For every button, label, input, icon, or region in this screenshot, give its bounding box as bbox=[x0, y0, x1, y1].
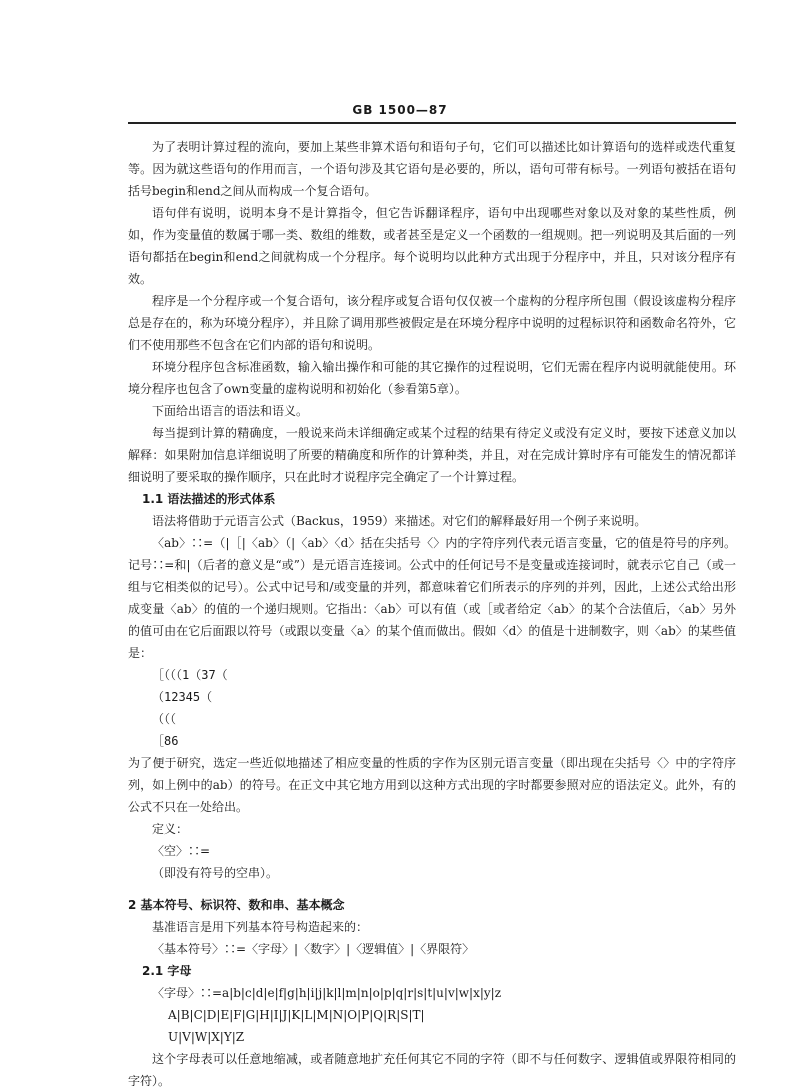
formula: 〈字母〉∷=a|b|c|d|e|f|g|h|i|j|k|l|m|n|o|p|q|r|s|t|u|v|w|x|y|z bbox=[152, 986, 502, 1000]
page-header: GB 1500—87 bbox=[352, 103, 448, 117]
paragraph: 为了表明计算过程的流向，要加上某些非算术语句和语句子句，它们可以描述比如计算语句的选样或迭代重复等。因为就这些语句的作用而言，一个语句涉及其它语句是必要的，所以，语句可带有标号。一列语句被括在语句括号begin和end之间从而构成一个复合语句。 bbox=[128, 140, 736, 198]
document-body bbox=[128, 136, 736, 1092]
definition-label: 定义： bbox=[152, 822, 189, 836]
paragraph: 基准语言是用下列基本符号构造起来的： bbox=[152, 920, 369, 934]
formula: A|B|C|D|E|F|G|H|I|J|K|L|M|N|O|P|Q|R|S|T| bbox=[168, 1008, 425, 1022]
definition-formula: 〈空〉∷= bbox=[152, 844, 211, 858]
example-line: （（（ bbox=[152, 712, 177, 726]
formula: U|V|W|X|Y|Z bbox=[168, 1030, 245, 1044]
definition-note: （即没有符号的空串）。 bbox=[152, 866, 279, 880]
paragraph: 语法将借助于元语言公式（Backus，1959）来描述。对它们的解释最好用一个例子来说明。 bbox=[152, 514, 647, 528]
header-rule bbox=[128, 122, 736, 124]
paragraph: 环境分程序包含标准函数，输入输出操作和可能的其它操作的过程说明，它们无需在程序内说明就能使用。环境分程序也包含了own变量的虚构说明和初始化（参看第5章）。 bbox=[128, 360, 736, 396]
section-heading: 1.1 语法描述的形式体系 bbox=[142, 492, 276, 506]
section-heading: 2 基本符号、标识符、数和串、基本概念 bbox=[128, 898, 345, 912]
paragraph: 下面给出语言的语法和语义。 bbox=[152, 404, 309, 418]
paragraph: 语句伴有说明，说明本身不是计算指令，但它告诉翻译程序，语句中出现哪些对象以及对象的某些性质，例如，作为变量值的数属于哪一类、数组的维数，或者甚至是定义一个函数的一组规则。把一列说明及其后面的一列语句都括在begin和end之间就构成一个分程序。每个说明均以此种方式出现于分程序中，并且，只对该分程序有效。 bbox=[128, 206, 736, 286]
paragraph: 这个字母表可以任意地缩减，或者随意地扩充任何其它不同的字符（即不与任何数字、逻辑值或界限符相同的字符）。 bbox=[128, 1052, 736, 1088]
paragraph: 程序是一个分程序或一个复合语句，该分程序或复合语句仅仅被一个虚构的分程序所包围（假设该虚构分程序总是存在的，称为环境分程序），并且除了调用那些被假定是在环境分程序中说明的过程标识符和函数命名符外，它们不使用那些不包含在它们内部的语句和说明。 bbox=[128, 294, 736, 352]
paragraph: 为了便于研究，选定一些近似地描述了相应变量的性质的字作为区别元语言变量（即出现在尖括号〈〉中的字符序列，如上例中的ab）的符号。在正文中其它地方用到以这种方式出现的字时都要参照对应的语法定义。此外，有的公式不只在一处给出。 bbox=[128, 756, 736, 814]
example-line: （12345（ bbox=[152, 690, 213, 704]
paragraph: 〈ab〉∷=（|［|〈ab〉（|〈ab〉〈d〉括在尖括号〈〉内的字符序列代表元语言变量，它的值是符号的序列。记号∷=和|（后者的意义是“或”）是元语言连接词。公式中的任何记号不是变量或连接词时，就表示它自己（或一组与它相类似的记号）。公式中记号和/或变量的并列，都意味着它们所表示的序列的并列，因此，上述公式给出形成变量〈ab〉的值的一个递归规则。它指出：〈ab〉可以有值（或［或者给定〈ab〉的某个合法值后，〈ab〉另外的值可由在它后面跟以符号（或跟以变量〈a〉的某个值而做出。假如〈d〉的值是十进制数字，则〈ab〉的某些值是： bbox=[128, 536, 736, 660]
formula: 〈基本符号〉∷=〈字母〉|〈数字〉|〈逻辑值〉|〈界限符〉 bbox=[152, 942, 475, 956]
paragraph: 每当提到计算的精确度，一般说来尚未详细确定或某个过程的结果有待定义或没有定义时，要按下述意义加以解释：如果附加信息详细说明了所要的精确度和所作的计算种类，并且，对在完成计算时序有可能发生的情况都详细说明了要采取的操作顺序，只在此时才说程序完全确定了一个计算过程。 bbox=[128, 426, 736, 484]
example-line: ［（（（1（37（ bbox=[152, 668, 228, 682]
example-line: ［86 bbox=[152, 734, 179, 748]
section-heading: 2.1 字母 bbox=[142, 964, 192, 978]
